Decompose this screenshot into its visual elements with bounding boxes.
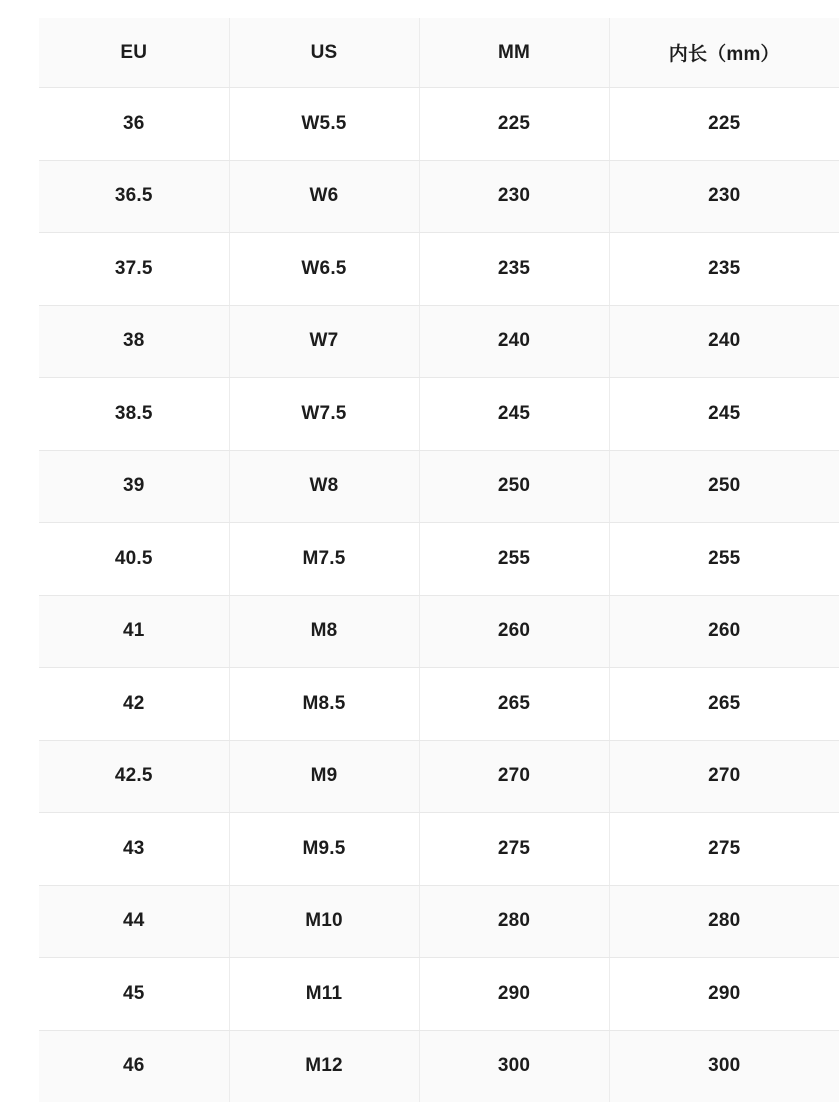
cell-us: W7.5 [229, 378, 419, 451]
column-header-eu: EU [39, 18, 229, 88]
table-header-row [39, 18, 839, 88]
cell-eu: 46 [39, 1030, 229, 1102]
table-row [39, 813, 839, 886]
cell-inner-length: 290 [609, 958, 839, 1031]
cell-eu: 38 [39, 305, 229, 378]
table-row [39, 305, 839, 378]
cell-mm: 235 [419, 233, 609, 306]
cell-inner-length: 275 [609, 813, 839, 886]
cell-inner-length: 255 [609, 523, 839, 596]
cell-inner-length: 260 [609, 595, 839, 668]
table-header [39, 18, 839, 88]
cell-inner-length: 250 [609, 450, 839, 523]
cell-inner-length: 230 [609, 160, 839, 233]
cell-eu: 39 [39, 450, 229, 523]
cell-mm: 275 [419, 813, 609, 886]
cell-mm: 265 [419, 668, 609, 741]
cell-us: M8 [229, 595, 419, 668]
cell-mm: 240 [419, 305, 609, 378]
cell-eu: 36.5 [39, 160, 229, 233]
table-row [39, 233, 839, 306]
cell-us: W6.5 [229, 233, 419, 306]
cell-eu: 38.5 [39, 378, 229, 451]
cell-eu: 37.5 [39, 233, 229, 306]
cell-us: M9.5 [229, 813, 419, 886]
cell-inner-length: 225 [609, 88, 839, 161]
cell-eu: 45 [39, 958, 229, 1031]
cell-inner-length: 235 [609, 233, 839, 306]
table-row [39, 378, 839, 451]
size-conversion-table [39, 18, 839, 1102]
cell-us: W6 [229, 160, 419, 233]
column-header-inner-length: 内长（mm） [609, 18, 839, 88]
table-row [39, 160, 839, 233]
cell-eu: 41 [39, 595, 229, 668]
cell-mm: 230 [419, 160, 609, 233]
cell-mm: 255 [419, 523, 609, 596]
cell-mm: 300 [419, 1030, 609, 1102]
table-row [39, 523, 839, 596]
table-row [39, 885, 839, 958]
cell-inner-length: 265 [609, 668, 839, 741]
table-row [39, 1030, 839, 1102]
cell-us: W8 [229, 450, 419, 523]
cell-mm: 245 [419, 378, 609, 451]
column-header-us: US [229, 18, 419, 88]
table-row [39, 450, 839, 523]
cell-mm: 260 [419, 595, 609, 668]
cell-us: M8.5 [229, 668, 419, 741]
cell-inner-length: 270 [609, 740, 839, 813]
cell-mm: 290 [419, 958, 609, 1031]
cell-us: M9 [229, 740, 419, 813]
cell-inner-length: 300 [609, 1030, 839, 1102]
cell-eu: 44 [39, 885, 229, 958]
cell-mm: 270 [419, 740, 609, 813]
cell-eu: 43 [39, 813, 229, 886]
table-row [39, 958, 839, 1031]
table-body [39, 88, 839, 1102]
cell-inner-length: 245 [609, 378, 839, 451]
table-row [39, 88, 839, 161]
cell-mm: 250 [419, 450, 609, 523]
cell-us: W7 [229, 305, 419, 378]
cell-eu: 40.5 [39, 523, 229, 596]
cell-inner-length: 280 [609, 885, 839, 958]
cell-eu: 42 [39, 668, 229, 741]
cell-us: M7.5 [229, 523, 419, 596]
cell-mm: 280 [419, 885, 609, 958]
cell-eu: 42.5 [39, 740, 229, 813]
table-row [39, 595, 839, 668]
column-header-mm: MM [419, 18, 609, 88]
cell-inner-length: 240 [609, 305, 839, 378]
table-row [39, 740, 839, 813]
cell-us: M10 [229, 885, 419, 958]
cell-us: W5.5 [229, 88, 419, 161]
cell-mm: 225 [419, 88, 609, 161]
table-row [39, 668, 839, 741]
cell-us: M12 [229, 1030, 419, 1102]
cell-us: M11 [229, 958, 419, 1031]
cell-eu: 36 [39, 88, 229, 161]
